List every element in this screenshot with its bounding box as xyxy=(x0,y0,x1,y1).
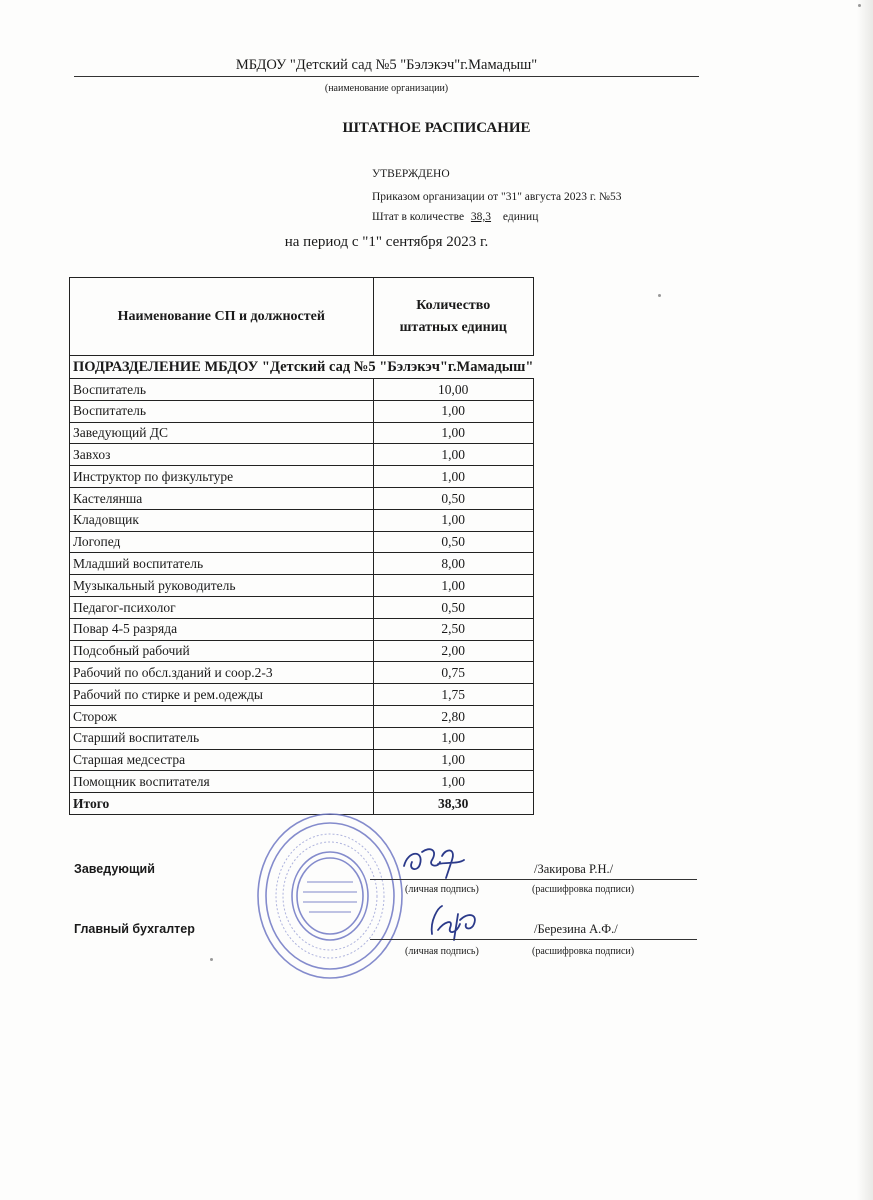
organization-stamp xyxy=(255,812,405,980)
organization-name: МБДОУ "Детский сад №5 "Бэлэкэч"г.Мамадыш" xyxy=(235,57,538,73)
position-qty: 0,50 xyxy=(373,596,533,618)
table-row xyxy=(70,379,534,401)
table-row xyxy=(70,618,534,640)
scan-speck xyxy=(658,294,661,297)
table-row xyxy=(70,727,534,749)
signature-name-director: /Закирова Р.Н./ xyxy=(534,862,614,876)
table-row xyxy=(70,531,534,553)
position-qty: 10,00 xyxy=(373,379,533,401)
staff-table xyxy=(69,277,534,815)
position-qty: 1,00 xyxy=(373,575,533,597)
table-row xyxy=(70,684,534,706)
position-qty: 8,00 xyxy=(373,553,533,575)
position-qty: 1,00 xyxy=(373,771,533,793)
position-name: Инструктор по физкультуре xyxy=(70,466,374,488)
table-row xyxy=(70,596,534,618)
column-header-qty-line1: Количество xyxy=(416,297,491,313)
position-qty: 1,00 xyxy=(373,749,533,771)
signature-line-director xyxy=(370,879,697,880)
department-name: ПОДРАЗДЕЛЕНИЕ МБДОУ "Детский сад №5 "Бэлэкэч"г.Мамадыш" xyxy=(70,356,534,379)
total-label: Итого xyxy=(70,793,374,815)
position-name: Подсобный рабочий xyxy=(70,640,374,662)
position-qty: 1,00 xyxy=(373,509,533,531)
decode-hint-accountant: (расшифровка подписи) xyxy=(532,946,635,957)
document-title: ШТАТНОЕ РАСПИСАНИЕ xyxy=(342,120,531,136)
scan-speck xyxy=(858,4,861,7)
table-row xyxy=(70,466,534,488)
table-row xyxy=(70,422,534,444)
position-qty: 0,75 xyxy=(373,662,533,684)
order-text: Приказом организации от "31" августа 2023 г. №53 xyxy=(372,191,622,203)
approved-label: УТВЕРЖДЕНО xyxy=(372,168,450,180)
organization-underline xyxy=(74,76,699,77)
position-qty: 0,50 xyxy=(373,531,533,553)
position-name: Педагог-психолог xyxy=(70,596,374,618)
column-header-qty xyxy=(373,278,533,356)
position-name: Старший воспитатель xyxy=(70,727,374,749)
department-row xyxy=(70,356,534,379)
position-qty: 1,00 xyxy=(373,422,533,444)
position-qty: 2,80 xyxy=(373,705,533,727)
table-row xyxy=(70,705,534,727)
table-row xyxy=(70,400,534,422)
table-row xyxy=(70,771,534,793)
signature-role-accountant: Главный бухгалтер xyxy=(74,922,195,936)
staff-count-value: 38,3 xyxy=(470,211,492,223)
position-name: Младший воспитатель xyxy=(70,553,374,575)
position-name: Воспитатель xyxy=(70,379,374,401)
position-name: Заведующий ДС xyxy=(70,422,374,444)
position-qty: 2,50 xyxy=(373,618,533,640)
position-name: Кладовщик xyxy=(70,509,374,531)
scan-edge xyxy=(857,0,873,1200)
position-qty: 1,00 xyxy=(373,400,533,422)
position-qty: 1,00 xyxy=(373,466,533,488)
table-row xyxy=(70,444,534,466)
table-header-row xyxy=(70,278,534,356)
table-row xyxy=(70,662,534,684)
signature-hint-director: (личная подпись) xyxy=(405,884,479,895)
column-header-name: Наименование СП и должностей xyxy=(70,278,374,356)
position-qty: 1,00 xyxy=(373,444,533,466)
position-name: Рабочий по стирке и рем.одежды xyxy=(70,684,374,706)
position-name: Воспитатель xyxy=(70,400,374,422)
signature-line-accountant xyxy=(370,939,697,940)
staff-count-prefix: Штат в количестве xyxy=(372,211,465,223)
staff-count-suffix: единиц xyxy=(502,211,539,223)
table-row xyxy=(70,553,534,575)
position-name: Кастелянша xyxy=(70,487,374,509)
position-name: Музыкальный руководитель xyxy=(70,575,374,597)
table-row xyxy=(70,509,534,531)
signature-hint-accountant: (личная подпись) xyxy=(405,946,479,957)
signature-role-director: Заведующий xyxy=(74,862,155,876)
accountant-signature xyxy=(424,900,486,944)
position-name: Помощник воспитателя xyxy=(70,771,374,793)
position-qty: 1,00 xyxy=(373,727,533,749)
scan-speck xyxy=(210,958,213,961)
position-name: Завхоз xyxy=(70,444,374,466)
table-row xyxy=(70,749,534,771)
position-name: Рабочий по обсл.зданий и соор.2-3 xyxy=(70,662,374,684)
total-qty: 38,30 xyxy=(373,793,533,815)
organization-hint: (наименование организации) xyxy=(324,83,449,94)
position-name: Логопед xyxy=(70,531,374,553)
decode-hint-director: (расшифровка подписи) xyxy=(532,884,635,895)
position-qty: 1,75 xyxy=(373,684,533,706)
staff-count-line xyxy=(372,211,538,223)
position-qty: 2,00 xyxy=(373,640,533,662)
table-row xyxy=(70,640,534,662)
period-text: на период с "1" сентября 2023 г. xyxy=(284,234,489,250)
position-qty: 0,50 xyxy=(373,487,533,509)
position-name: Сторож xyxy=(70,705,374,727)
signature-name-accountant: /Березина А.Ф./ xyxy=(534,922,618,936)
table-row xyxy=(70,575,534,597)
column-header-qty-line2: штатных единиц xyxy=(399,319,507,335)
position-name: Старшая медсестра xyxy=(70,749,374,771)
table-row xyxy=(70,487,534,509)
position-name: Повар 4-5 разряда xyxy=(70,618,374,640)
